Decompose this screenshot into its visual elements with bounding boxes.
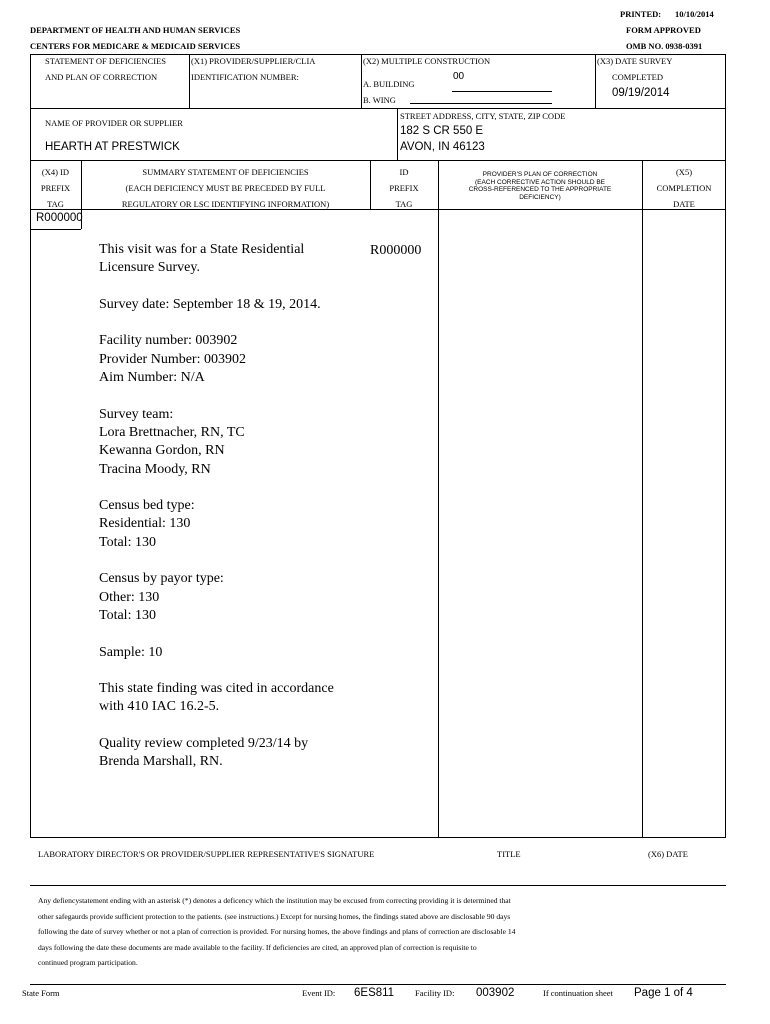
printed-date: 10/10/2014 bbox=[675, 9, 714, 19]
survey-date-value: 09/19/2014 bbox=[612, 87, 670, 99]
continuation-label: If continuation sheet bbox=[543, 988, 613, 998]
paragraph-survey-date: Survey date: September 18 & 19, 2014. bbox=[99, 296, 321, 312]
event-id-value: 6ES811 bbox=[354, 987, 395, 999]
state-form-label: State Form bbox=[22, 988, 60, 998]
statement-label: STATEMENT OF DEFICIENCIES bbox=[45, 56, 167, 66]
department-line: DEPARTMENT OF HEALTH AND HUMAN SERVICES bbox=[30, 25, 241, 35]
plan-header: PROVIDER'S PLAN OF CORRECTION (EACH CORRECTIVE ACTION SHOULD BE CROSS-REFERENCED TO THE APPROPRIATE DEFICIENCY) bbox=[468, 171, 612, 201]
x2-label: (X2) MULTIPLE CONSTRUCTION bbox=[363, 56, 491, 66]
summary-statement bbox=[99, 241, 369, 772]
event-id-label: Event ID: bbox=[302, 988, 336, 998]
id-header: ID PREFIX TAG bbox=[389, 167, 419, 209]
facility-id-label: Facility ID: bbox=[415, 988, 455, 998]
summary-header: SUMMARY STATEMENT OF DEFICIENCIES (EACH DEFICIENCY MUST BE PRECEDED BY FULL REGULATORY OR LSC IDENTIFYING INFORMATION) bbox=[121, 167, 330, 209]
deficiency-tag-left: R000000 bbox=[36, 212, 83, 224]
paragraph-census-bed: Census bed type: Residential: 130 Total: 130 bbox=[99, 498, 195, 550]
printed-label: PRINTED: bbox=[620, 9, 662, 19]
form-approved: FORM APPROVED bbox=[626, 25, 701, 35]
provider-name-label: NAME OF PROVIDER OR SUPPLIER bbox=[45, 118, 183, 128]
paragraph-survey-team: Survey team: Lora Brettnacher, RN, TC Kewanna Gordon, RN Tracina Moody, RN bbox=[99, 406, 245, 477]
x1-label: (X1) PROVIDER/SUPPLIER/CLIA bbox=[191, 56, 316, 66]
cms-line: CENTERS FOR MEDICARE & MEDICAID SERVICES bbox=[30, 41, 241, 51]
paragraph-visit: This visit was for a State Residential Licensure Survey. bbox=[99, 242, 305, 276]
x4-header: (X4) ID PREFIX TAG bbox=[40, 167, 71, 209]
page-number: Page 1 of 4 bbox=[634, 987, 693, 999]
paragraph-census-payor: Census by payor type: Other: 130 Total: 130 bbox=[99, 571, 224, 623]
deficiency-tag-right: R000000 bbox=[370, 243, 422, 258]
paragraph-facility: Facility number: 003902 Provider Number: 003902 Aim Number: N/A bbox=[99, 333, 246, 386]
omb-number: OMB NO. 0938-0391 bbox=[626, 41, 703, 51]
completed-label: COMPLETED bbox=[612, 72, 663, 82]
title-label: TITLE bbox=[497, 849, 521, 859]
address-city: AVON, IN 46123 bbox=[400, 141, 485, 153]
signature-label: LABORATORY DIRECTOR'S OR PROVIDER/SUPPLIER REPRESENTATIVE'S SIGNATURE bbox=[38, 849, 375, 859]
disclaimer-text: Any defiencystatement ending with an asterisk (*) denotes a deficency which the institution may be excused from correcting providing it is determined that other safegaurds provide sufficient protection to the patients. (see instructions.) Except for nursing homes, the findings stated above are disclosable 90 days following the date of survey whether or not a plan of correction is provided. For nursing homes, the above findings and plans of correction are disclosable 14 days following the date these documents are made available to the facility. If deficiencies are cited, an approved plan of correction is requisite to continued program participation. bbox=[38, 896, 516, 968]
provider-name-value: HEARTH AT PRESTWICK bbox=[45, 141, 180, 153]
x6-date-label: (X6) DATE bbox=[648, 849, 688, 859]
paragraph-sample: Sample: 10 bbox=[99, 644, 163, 660]
building-value: 00 bbox=[453, 71, 465, 82]
address-label: STREET ADDRESS, CITY, STATE, ZIP CODE bbox=[400, 111, 566, 121]
paragraph-quality-review: Quality review completed 9/23/14 by Brenda Marshall, RN. bbox=[99, 736, 309, 770]
address-street: 182 S CR 550 E bbox=[400, 125, 484, 137]
paragraph-state-finding: This state finding was cited in accordance with 410 IAC 16.2-5. bbox=[99, 681, 334, 715]
facility-id-value: 003902 bbox=[476, 987, 515, 999]
x1-id-label: IDENTIFICATION NUMBER: bbox=[191, 72, 299, 82]
x3-label: (X3) DATE SURVEY bbox=[597, 56, 673, 66]
building-label: A. BUILDING bbox=[363, 79, 415, 89]
plan-label: AND PLAN OF CORRECTION bbox=[45, 72, 158, 82]
x5-header: (X5) COMPLETION DATE bbox=[656, 167, 712, 209]
wing-label: B. WING bbox=[363, 95, 396, 105]
